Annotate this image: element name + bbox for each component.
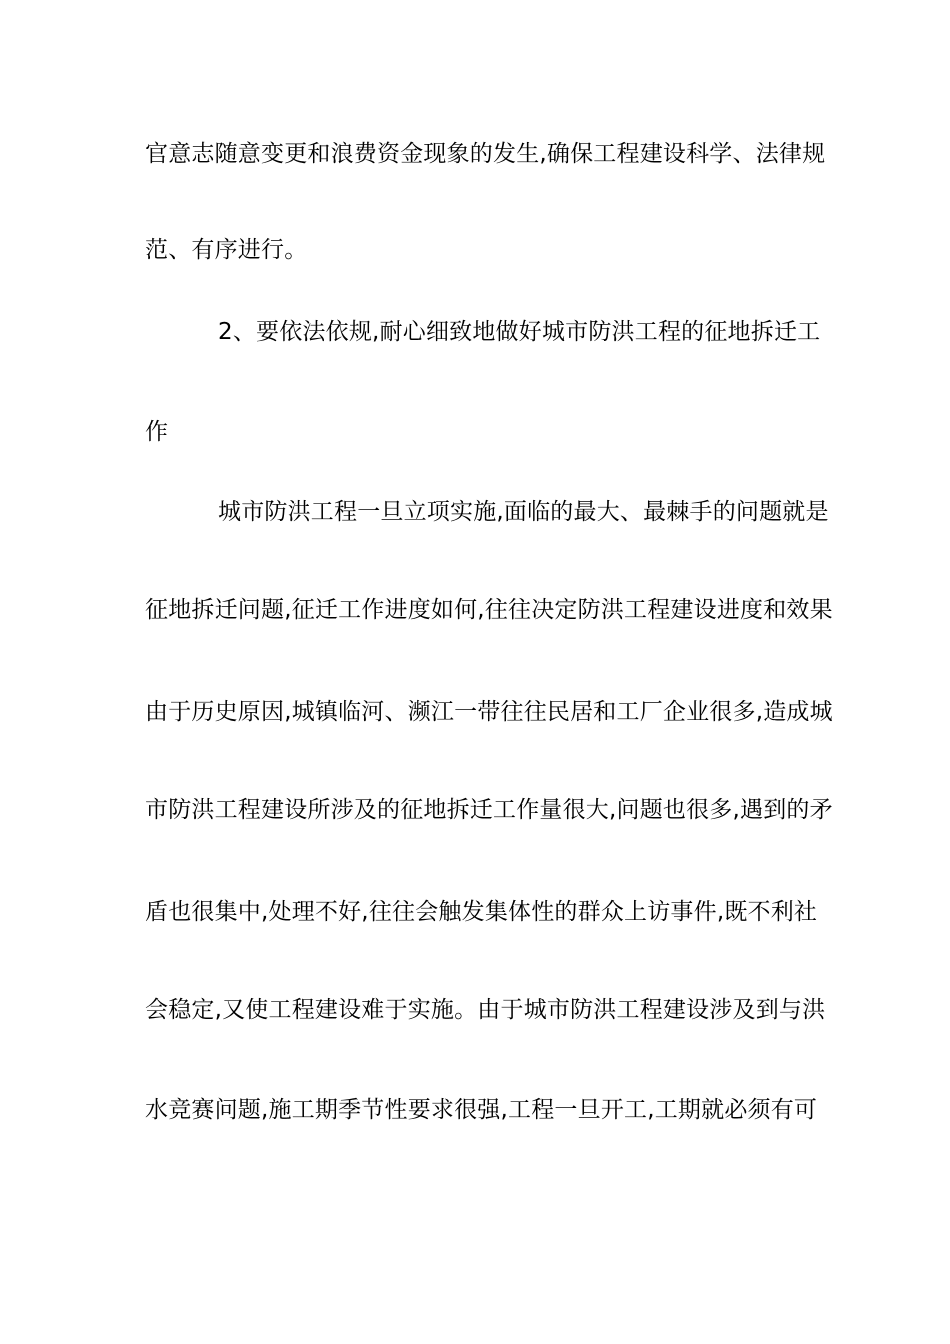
paragraph-line: 官意志随意变更和浪费资金现象的发生,确保工程建设科学、法律规 (145, 141, 826, 167)
paragraph-line: 水竞赛问题,施工期季节性要求很强,工程一旦开工,工期就必须有可 (145, 1097, 818, 1123)
section-heading-continued: 作 (145, 419, 169, 445)
paragraph-line: 征地拆迁问题,征迁工作进度如何,往往决定防洪工程建设进度和效果 (145, 597, 833, 623)
paragraph-line: 市防洪工程建设所涉及的征地拆迁工作量很大,问题也很多,遇到的矛 (145, 797, 833, 823)
paragraph-line: 城市防洪工程一旦立项实施,面临的最大、最棘手的问题就是 (218, 499, 829, 525)
paragraph-line: 范、有序进行。 (145, 237, 308, 263)
section-heading: 2、要依法依规,耐心细致地做好城市防洪工程的征地拆迁工 (218, 319, 821, 345)
paragraph-line: 由于历史原因,城镇临河、濒江一带往往民居和工厂企业很多,造成城 (145, 699, 833, 725)
paragraph-line: 会稳定,又使工程建设难于实施。由于城市防洪工程建设涉及到与洪 (145, 997, 826, 1023)
paragraph-line: 盾也很集中,处理不好,往往会触发集体性的群众上访事件,既不利社 (145, 899, 818, 925)
